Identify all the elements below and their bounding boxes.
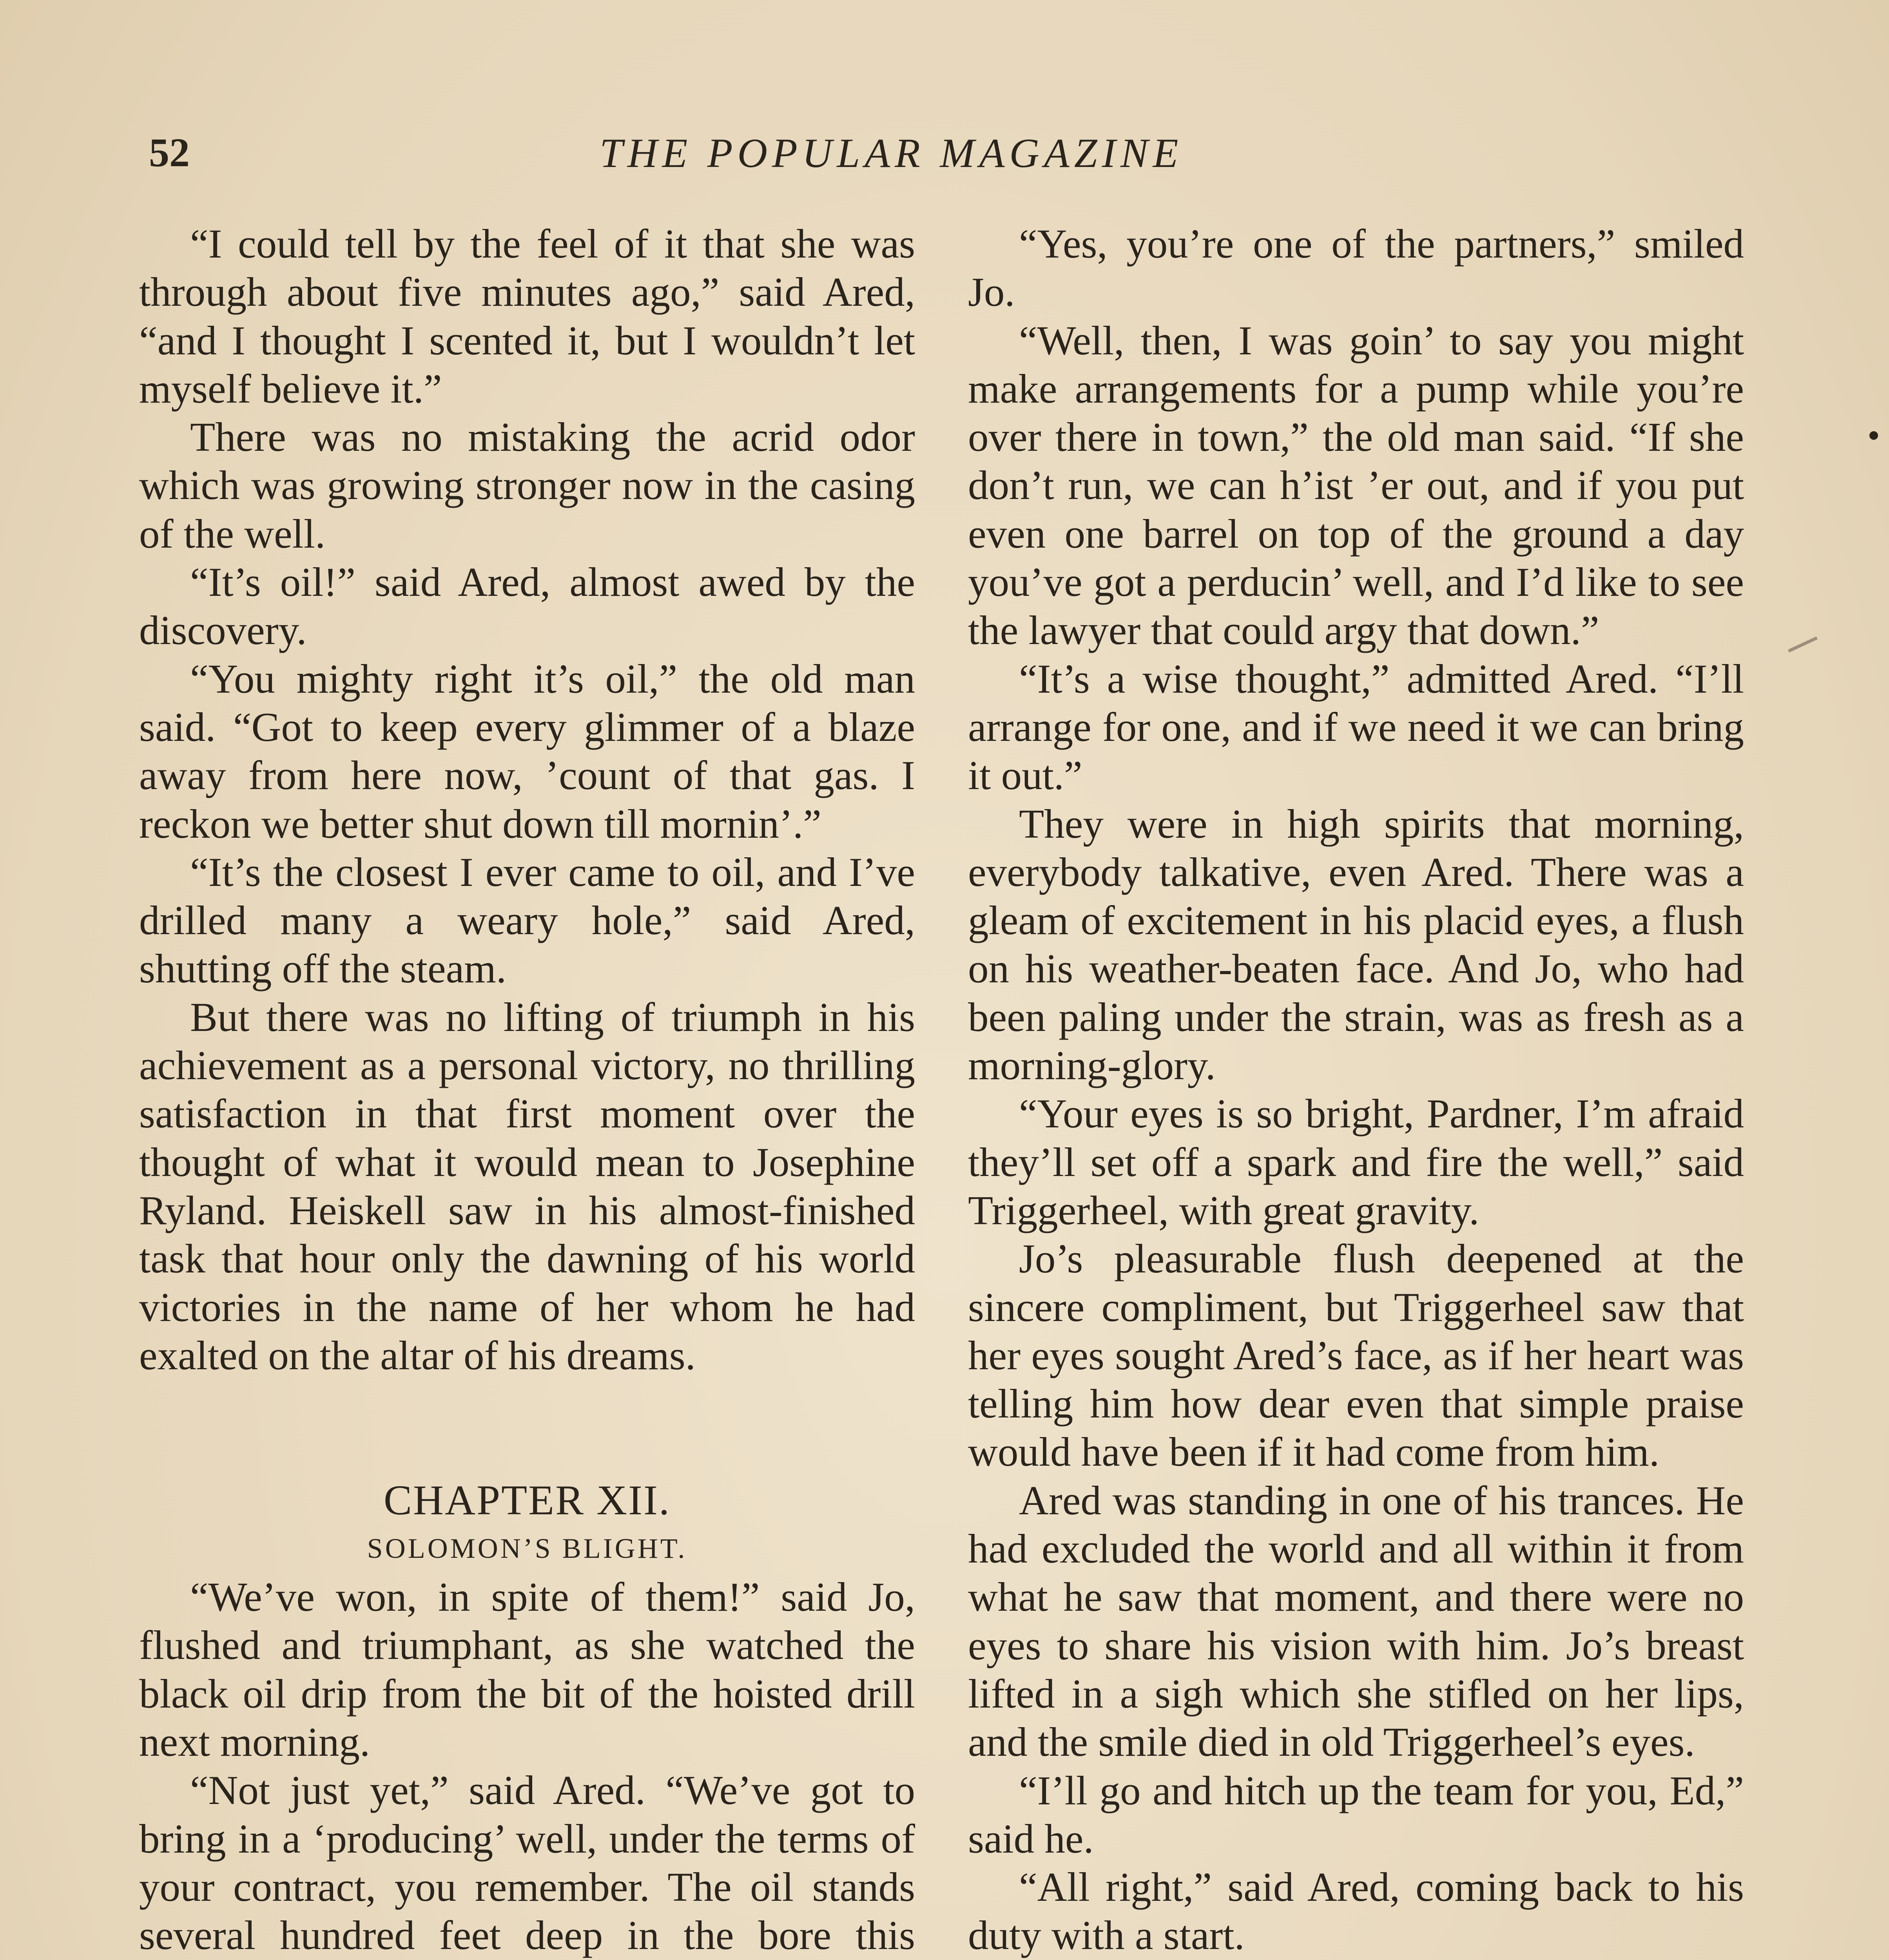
page-number: 52 <box>149 130 190 175</box>
stray-pencil-mark <box>1788 636 1818 652</box>
paragraph: But there was no lifting of triumph in his achievement as a personal victory, no thrilling satisfaction in that first moment over the thought of what it would mean to Josephine Ryland. Heiskell saw in his almost-finished task that hour only the dawning of his world victories in the name of her whom he had exalted on the altar of his dreams. <box>139 994 915 1378</box>
paragraph: “It’s oil!” said Ared, almost awed by the discovery. <box>139 559 915 653</box>
paragraph: Jo’s pleasurable flush deepened at the sincere compliment, but Triggerheel saw that her eyes sought Ared’s face, as if her heart was telling him how dear even that simple praise would have been if it had come from him. <box>968 1236 1744 1475</box>
chapter-title: CHAPTER XII. <box>384 1477 671 1524</box>
left-column <box>139 220 915 1960</box>
paragraph: There was no mistaking the acrid odor which was growing stronger now in the casing of the well. <box>139 414 915 557</box>
paragraph: “All right,” said Ared, coming back to his duty with a start. <box>968 1864 1744 1958</box>
paragraph: “It’s a wise thought,” admitted Ared. “I’ll arrange for one, and if we need it we can bring it out.” <box>968 655 1744 799</box>
paragraph: “I could tell by the feel of it that she was through about five minutes ago,” said Ared, “and I thought I scented it, but I wouldn’t let myself believe it.” <box>139 221 915 412</box>
paragraph: “Your eyes is so bright, Pardner, I’m afraid they’ll set off a spark and fire the well,” said Triggerheel, with great gravity. <box>968 1091 1744 1233</box>
ink-dot <box>1869 431 1878 440</box>
paragraph: “Yes, you’re one of the partners,” smiled Jo. <box>968 221 1744 315</box>
paragraph: Ared was standing in one of his trances. He had excluded the world and all within it from what he saw that moment, and there were no eyes to share his vision with him. Jo’s breast lifted in a sigh which she stifled on her lips, and the smile died in old Triggerheel’s eyes. <box>968 1477 1744 1765</box>
page-header <box>149 129 1732 184</box>
paragraph: They were in high spirits that morning, everybody talkative, even Ared. There was a gleam of excitement in his placid eyes, a flush on his weather-beaten face. And Jo, who had been paling under the strain, was as fresh as a morning-glory. <box>968 800 1744 1089</box>
paragraph: “We’ve won, in spite of them!” said Jo, flushed and triumphant, as she watched the black oil drip from the bit of the hoisted drill next morning. <box>139 1574 915 1765</box>
paragraph: “Well, then, I was goin’ to say you might make arrangements for a pump while you’re over there in town,” the old man said. “If she don’t run, we can h’ist ’er out, and if you put even one barrel on top of the ground a day you’ve got a perducin’ well, and I’d like to see the lawyer that could argy that down.” <box>968 317 1744 653</box>
paragraph: “I’ll go and hitch up the team for you, Ed,” said he. <box>968 1767 1744 1862</box>
chapter-subtitle: SOLOMON’S BLIGHT. <box>367 1533 687 1564</box>
paragraph: “You mighty right it’s oil,” the old man said. “Got to keep every glimmer of a blaze away from here now, ’count of that gas. I reckon we better shut down till mornin’.” <box>139 655 915 847</box>
right-column <box>968 220 1744 1960</box>
paragraph: “Not just yet,” said Ared. “We’ve got to bring in a ‘producing’ well, under the terms of your contract, you remember. The oil stands several hundred feet deep in the bore this <box>139 1767 915 1958</box>
paragraph: “It’s the closest I ever came to oil, and I’ve drilled many a weary hole,” said Ared, shutting off the steam. <box>139 849 915 992</box>
magazine-title: THE POPULAR MAGAZINE <box>600 130 1183 176</box>
